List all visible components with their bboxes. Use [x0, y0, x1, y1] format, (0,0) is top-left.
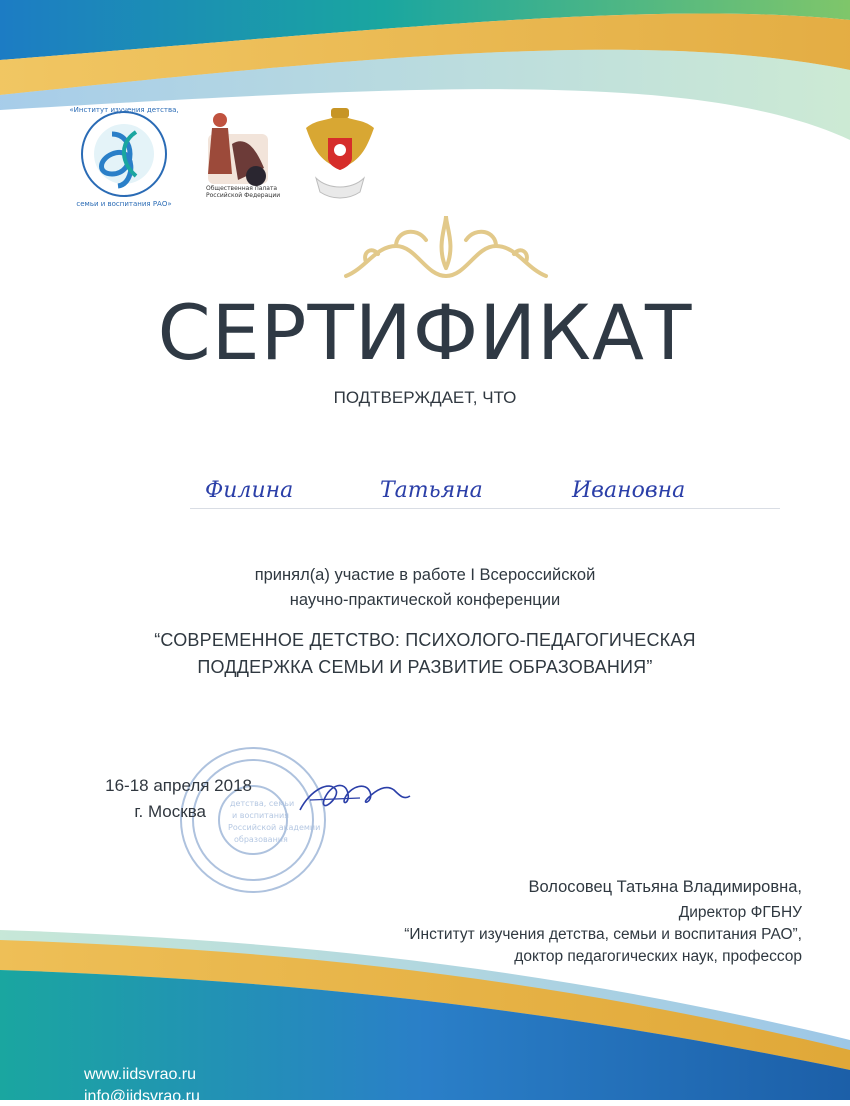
svg-text:семьи и воспитания РАО»: семьи и воспитания РАО» — [76, 200, 172, 208]
svg-text:детства, семьи: детства, семьи — [230, 799, 295, 808]
email-link[interactable]: info@iidsvrao.ru — [84, 1088, 200, 1105]
signer-name: Волосовец Татьяна Владимировна, — [528, 878, 802, 896]
signer-degree: доктор педагогических наук, профессор — [514, 948, 802, 965]
conference-title-line-1: “СОВРЕМЕННОЕ ДЕТСТВО: ПСИХОЛОГО-ПЕДАГОГИЧЕСКАЯ — [154, 630, 696, 650]
svg-text:и воспитания: и воспитания — [232, 811, 289, 820]
conference-title-line-2: ПОДДЕРЖКА СЕМЬИ И РАЗВИТИЕ ОБРАЗОВАНИЯ” — [197, 657, 653, 677]
signer-organization: “Институт изучения детства, семьи и воспитания РАО”, — [404, 926, 802, 943]
svg-text:«Институт изучения детства,: «Институт изучения детства, — [69, 106, 179, 114]
signer-position: Директор ФГБНУ — [678, 904, 802, 921]
event-city: г. Москва — [134, 802, 206, 821]
confirm-line: ПОДТВЕРЖДАЕТ, ЧТО — [333, 388, 517, 407]
website-link[interactable]: www.iidsvrao.ru — [84, 1066, 197, 1083]
russian-coat-of-arms-icon — [298, 104, 382, 202]
public-chamber-logo — [198, 104, 282, 204]
event-dates: 16-18 апреля 2018 — [105, 776, 252, 795]
name-underline — [190, 508, 780, 509]
svg-text:Общественная палата: Общественная палата — [206, 185, 278, 192]
signature — [290, 770, 420, 830]
participation-line-1: принял(а) участие в работе I Всероссийской — [254, 566, 596, 584]
recipient-first-name: Татьяна — [380, 478, 483, 503]
ornament-flourish — [336, 206, 556, 286]
recipient-patronymic: Ивановна — [572, 478, 686, 503]
institute-logo — [69, 104, 179, 208]
svg-text:Российской Федерации: Российской Федерации — [206, 192, 281, 199]
svg-text:Российской академии: Российской академии — [228, 823, 321, 832]
svg-text:образования: образования — [234, 835, 288, 844]
recipient-surname: Филина — [205, 478, 294, 503]
participation-line-2: научно-практической конференции — [289, 591, 561, 609]
certificate-title: СЕРТИФИКАТ — [157, 288, 693, 377]
